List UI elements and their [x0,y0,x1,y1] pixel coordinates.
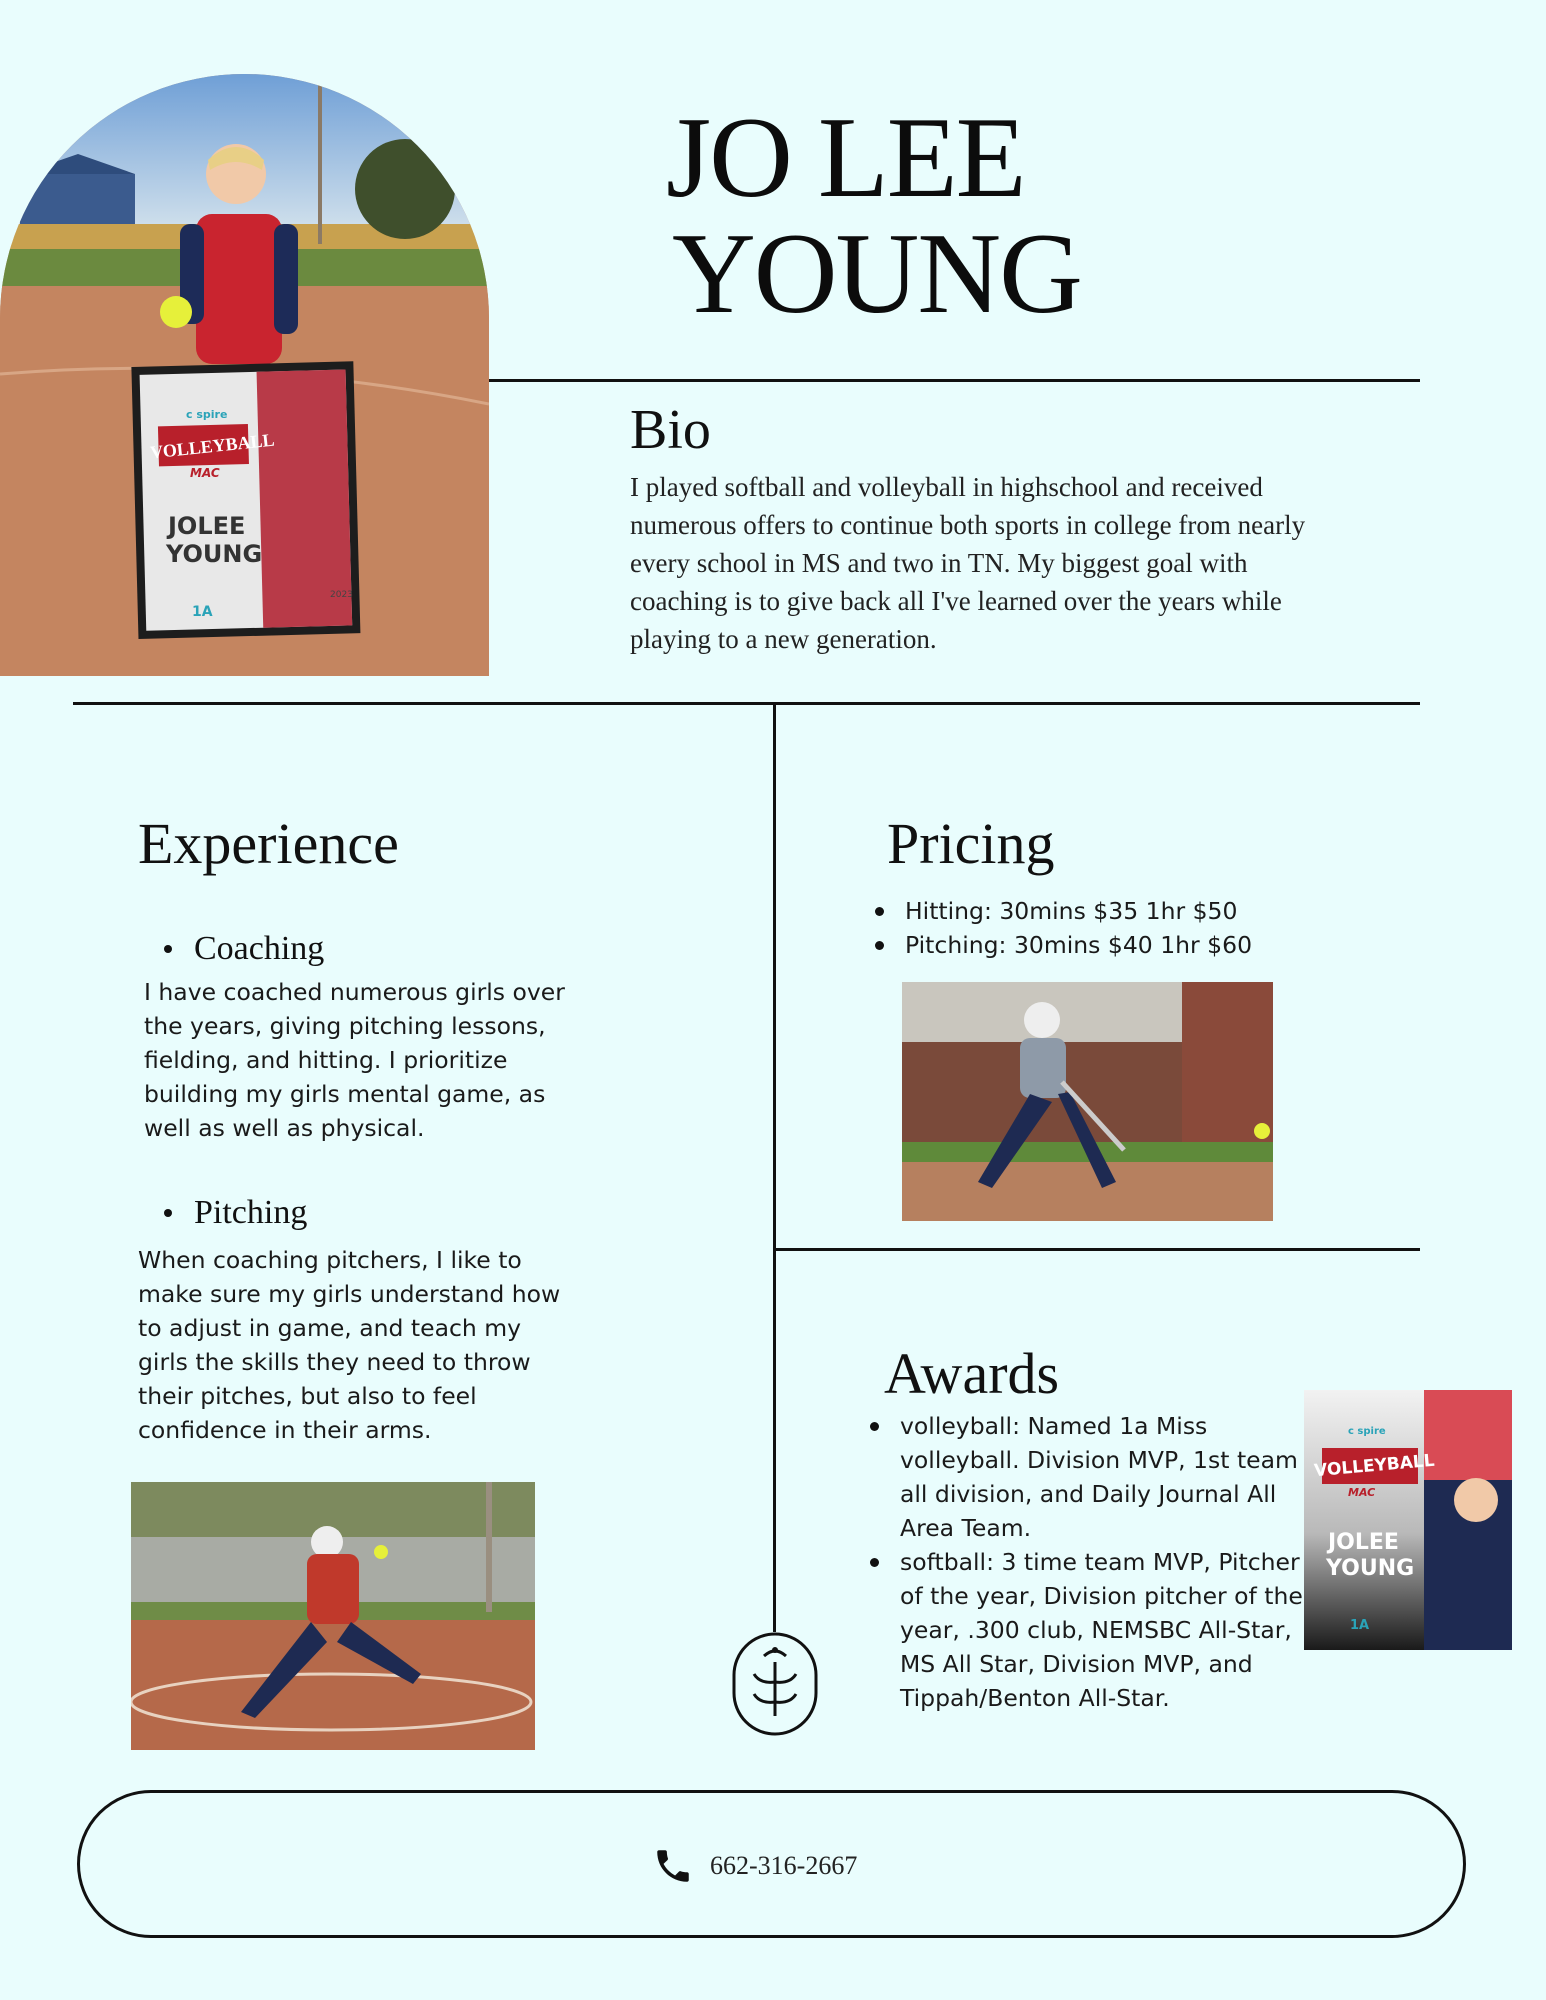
divider-middle [73,702,1420,705]
divider-right [776,1248,1420,1251]
awards-poster [1304,1390,1512,1650]
name-line-1: JO LEE [666,94,1025,222]
phone-icon [652,1845,694,1887]
hero-poster-sport: VOLLEYBALL [149,429,276,463]
phone-contact[interactable] [652,1845,857,1887]
hero-poster-year: 2023 [330,590,353,600]
pricing-item: Pitching: 30mins $40 1hr $60 [875,928,1395,962]
awards-poster-sport: VOLLEYBALL [1313,1450,1436,1482]
hero-poster-player-line2: YOUNG [166,540,263,568]
hero-poster-brand: c spire [186,408,228,421]
pricing-item: Hitting: 30mins $35 1hr $50 [875,894,1395,928]
divider-vertical [773,705,776,1632]
experience-item-pitching [164,1194,307,1232]
pricing-heading: Pricing [887,811,1055,876]
experience-coaching-text: I have coached numerous girls over the years, giving pitching lessons, fielding, and hitting. I prioritize building my girls mental game, as well as well as physical. [144,978,565,1142]
name-line-2: YOUNG [672,210,1081,338]
pricing-list [875,894,1395,962]
pitching-photo [131,1482,535,1750]
bullet [164,1209,172,1217]
awards-heading: Awards [884,1341,1060,1406]
award-item: volleyball: Named 1a Miss volleyball. Division MVP, 1st team all division, and Daily Journal All Area Team. [870,1409,1306,1545]
experience-item-coaching [164,930,324,968]
divider-top [489,379,1420,382]
award-item: softball: 3 time team MVP, Pitcher of the year, Division pitcher of the year, .300 club, NEMSBC All-Star, MS All Star, Division MVP, and Tippah/Benton All-Star. [870,1545,1306,1715]
bio-text: I played softball and volleyball in highschool and received numerous offers to continue both sports in college from nearly every school in MS and two in TN. My biggest goal with coaching is to give back all I've learned over the years while playing to a new generation. [630,472,1306,654]
awards-list [870,1409,1306,1715]
awards-poster-class: 1A [1350,1618,1370,1633]
hero-photo [0,74,489,676]
experience-pitching-text: When coaching pitchers, I like to make sure my girls understand how to adjust in game, and teach my girls the skills they need to throw their pitches, but also to feel confidence in their arms. [138,1246,561,1444]
hero-poster-class: 1A [192,604,213,620]
experience-item-title: Pitching [194,1194,308,1231]
page-title [666,94,1081,338]
bio-heading: Bio [630,399,711,461]
hero-poster-event: MAC [190,466,220,480]
awards-poster-player-line1: JOLEE [1328,1530,1399,1555]
hero-poster-player-line1: JOLEE [168,512,246,540]
experience-heading: Experience [138,811,399,876]
awards-poster-player-line2: YOUNG [1326,1556,1415,1581]
batting-photo [902,982,1273,1221]
phone-number: 662-316-2667 [710,1851,858,1880]
experience-item-title: Coaching [194,930,325,967]
awards-poster-event: MAC [1348,1486,1376,1499]
bullet [164,945,172,953]
plant-emblem-icon [732,1632,818,1736]
awards-poster-brand: c spire [1348,1426,1386,1437]
